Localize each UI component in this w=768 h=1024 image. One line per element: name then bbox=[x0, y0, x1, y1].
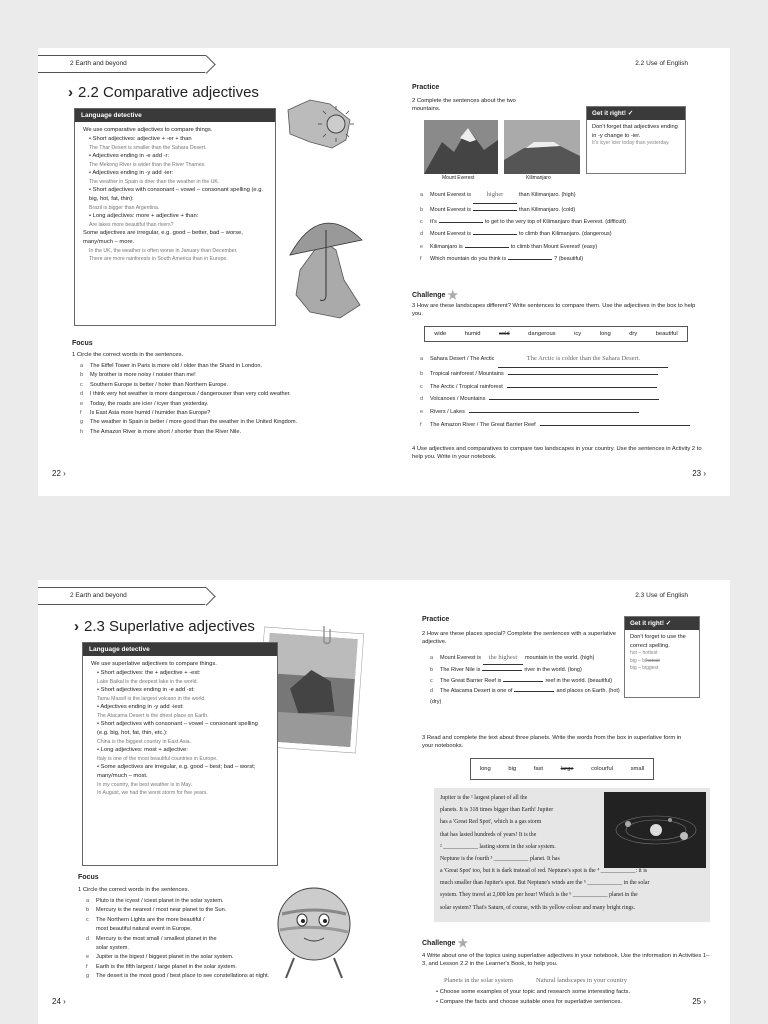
word-option: cold bbox=[499, 331, 510, 337]
q2-instruction: 2 Complete the sentences about the two mountains. bbox=[412, 98, 516, 113]
item-pre: Mount Everest is bbox=[430, 206, 471, 213]
item-letter: c bbox=[430, 677, 433, 684]
q2-item bbox=[430, 676, 626, 686]
word-option: large bbox=[560, 766, 574, 772]
item-text: Rivers / Lakes bbox=[430, 408, 465, 415]
rule-line: • Short adjectives with consonant – vowel – consonant spelling (e.g. big, hot, fat, thin, etc.): bbox=[97, 721, 258, 737]
item-letter: b bbox=[430, 667, 434, 674]
item-letter: d bbox=[80, 391, 84, 398]
answer-blank bbox=[473, 210, 517, 211]
get-it-right-box bbox=[624, 616, 700, 698]
focus-item bbox=[86, 963, 269, 972]
item-letter: d bbox=[420, 231, 424, 238]
rule-line: • Adjectives ending in -y add -iest: bbox=[97, 704, 184, 711]
item-post: river in the world. (long) bbox=[524, 667, 582, 674]
item-text: Is East Asia more humid / humider than Europe? bbox=[90, 409, 211, 416]
item-letter: a bbox=[420, 192, 424, 198]
item-text: Mercury is the most small / smallest planet in the bbox=[96, 935, 217, 942]
focus-item bbox=[86, 935, 269, 944]
rule-line: • Short adjectives: adjective + -er + than bbox=[89, 135, 192, 142]
caption-kilimanjaro: Kilimanjaro bbox=[526, 175, 551, 181]
item-letter: c bbox=[86, 916, 89, 923]
item-text: most beautiful natural event in Europe. bbox=[96, 926, 192, 933]
answer-line bbox=[540, 425, 690, 426]
q2-instruction: 2 How are these places special? Complete the sentences with a superlative adjective. bbox=[422, 631, 616, 646]
page-number: 22 › bbox=[52, 469, 66, 478]
focus-list bbox=[86, 897, 269, 982]
running-head: 2 Earth and beyond bbox=[38, 55, 206, 73]
answer-line bbox=[489, 399, 659, 400]
focus-item bbox=[80, 362, 297, 371]
topic-1: Planets in the solar system bbox=[444, 977, 513, 984]
focus-item bbox=[80, 400, 297, 409]
item-letter: f bbox=[420, 421, 422, 428]
planet-text-line: ² ____________ lasting storm in the solar system. bbox=[440, 843, 556, 850]
answer-blank bbox=[514, 691, 554, 692]
example-sentence: China is the biggest country in East Asia. bbox=[97, 739, 192, 746]
page-25 bbox=[390, 580, 730, 1024]
item-text: Mercury is the nearest / most near planet to the Sun. bbox=[96, 907, 227, 914]
q3-item bbox=[420, 381, 690, 394]
item-letter: d bbox=[86, 935, 90, 942]
planet-text-line: solar system? That's Saturn, of course, with its yellow colour and many bright rings. bbox=[440, 904, 636, 911]
answer-blank bbox=[473, 234, 517, 235]
page-number: 23 › bbox=[692, 469, 706, 478]
item-text: My brother is more noisy / noisier than me! bbox=[90, 372, 196, 379]
item-letter: e bbox=[420, 408, 424, 415]
focus-item bbox=[80, 390, 297, 399]
answer-line bbox=[507, 387, 657, 388]
q2-item bbox=[420, 204, 626, 216]
language-detective-body bbox=[75, 122, 275, 267]
running-head: 2.2 Use of English bbox=[635, 60, 688, 67]
q2-item bbox=[420, 241, 626, 253]
word-box bbox=[424, 326, 688, 342]
word-option: long bbox=[479, 766, 491, 772]
item-pre: Mount Everest is bbox=[430, 231, 471, 238]
planet-text-line: Neptune is the fourth ³ ____________ planet. It has bbox=[440, 855, 560, 862]
focus-heading: Focus bbox=[78, 874, 99, 881]
item-pre: The Atacama Desert is one of bbox=[440, 688, 513, 695]
rule-line: • Long adjectives: most + adjective: bbox=[97, 747, 188, 754]
language-detective-title: Language detective bbox=[83, 643, 277, 656]
word-option: wide bbox=[434, 331, 447, 337]
language-detective-box bbox=[82, 642, 278, 866]
q2-item bbox=[430, 686, 626, 707]
item-pre: Kilimanjaro is bbox=[430, 243, 463, 250]
bullet-1: • Choose some examples of your topic and research some interesting facts. bbox=[436, 989, 631, 995]
q2-item bbox=[420, 216, 626, 228]
item-letter: f bbox=[420, 256, 422, 263]
check-icon: ✓ bbox=[627, 110, 633, 117]
item-letter: g bbox=[86, 973, 90, 980]
item-letter: d bbox=[430, 688, 434, 695]
answer-blank bbox=[465, 247, 509, 248]
example-sentence: Tamu Massif is the largest volcano in the world. bbox=[97, 696, 206, 703]
item-text: The Amazon River / The Great Barrier Reef bbox=[430, 421, 536, 428]
language-detective-box bbox=[74, 108, 276, 326]
rule-line: • Adjectives ending in -e add -r: bbox=[89, 153, 170, 160]
spelling-crossed: big – bihotest bbox=[630, 657, 660, 664]
rule-line: • Long adjectives: more + adjective + than: bbox=[89, 213, 199, 220]
answer-blank bbox=[439, 222, 483, 223]
item-letter: a bbox=[80, 363, 84, 369]
page-number: 24 › bbox=[52, 997, 66, 1006]
item-post: than Kilimanjaro. (high) bbox=[518, 192, 576, 198]
item-post: mountain in the world. (high) bbox=[524, 655, 595, 661]
item-text: The weather in Spain is better / more good than the weather in the United Kingdom. bbox=[90, 419, 298, 426]
practice-heading: Practice bbox=[412, 84, 440, 91]
rule-line: • Short adjectives with consonant – vowel – consonant spelling (e.g. big, hot, fat, thin): bbox=[89, 187, 264, 203]
q2-list bbox=[420, 188, 626, 266]
planet-text-line: has a 'Great Red Spot', which is a gas storm bbox=[440, 819, 542, 826]
q2-item bbox=[430, 665, 626, 675]
planet-text-line: system. They travel at 2,000 km per hour! Which is the ⁶ ____________ planet in the bbox=[440, 892, 638, 899]
focus-item bbox=[86, 906, 269, 915]
item-letter: e bbox=[420, 243, 424, 250]
word-option: dry bbox=[629, 331, 638, 337]
planet-text-line: a 'Great Spot' too, but it is dark instead of red. Neptune's spot is the ⁴ ____________: it is bbox=[440, 868, 648, 875]
uk-map-sun-umbrella-illustration bbox=[270, 90, 382, 322]
word-option: beautiful bbox=[655, 331, 678, 337]
item-text: Pluto is the icyest / iciest planet in the solar system. bbox=[96, 898, 224, 904]
item-pre: Mount Everest is bbox=[430, 192, 471, 198]
rule-line: • Adjectives ending in -y add -ier: bbox=[89, 170, 174, 177]
item-text: Jupiter is the bigest / biggest planet in the solar system. bbox=[96, 954, 234, 961]
item-text: The Eiffel Tower in Paris is more old / older than the Shard in London. bbox=[90, 363, 263, 369]
item-post: ? (beautiful) bbox=[554, 256, 584, 263]
answer-line bbox=[508, 374, 658, 375]
page-24 bbox=[38, 580, 390, 1024]
q2-item bbox=[420, 253, 626, 265]
item-letter: a bbox=[420, 356, 424, 362]
q3-instruction: 3 How are these landscapes different? Write sentences to compare them. Use the adjectives in the box to help you. bbox=[412, 303, 696, 318]
item-letter: a bbox=[86, 898, 90, 904]
get-it-right-example: It's icyer icier today than yesterday. bbox=[592, 140, 670, 147]
item-text: The Arctic / Tropical rainforest bbox=[430, 383, 503, 390]
get-it-right-title: Get it right! ✓ bbox=[587, 107, 685, 120]
item-text: I think very hot weather is more dangerous / dangerouser than very cold weather. bbox=[90, 391, 291, 398]
paperclip-icon bbox=[318, 624, 336, 646]
example-sentence: The weather in Spain is drier than the weather in the UK. bbox=[89, 179, 220, 186]
item-letter: c bbox=[80, 381, 83, 388]
practice-heading: Practice bbox=[422, 616, 450, 623]
word-option: icy bbox=[574, 331, 582, 337]
focus-item bbox=[80, 428, 297, 437]
item-letter: c bbox=[420, 219, 423, 225]
q4-instruction: 4 Use adjectives and comparatives to compare two landscapes in your country. Use the sentences in Activity 2 to help you. Write in your notebook. bbox=[412, 446, 702, 461]
focus-item bbox=[80, 381, 297, 390]
example-sentence: The Thar Desert is smaller than the Sahara Desert. bbox=[89, 144, 207, 151]
example-sentence: Italy is one of the most beautiful countries in Europe. bbox=[97, 756, 218, 763]
star-icon: ★ bbox=[447, 288, 459, 302]
example-sentence: Brazil is bigger than Argentina. bbox=[89, 205, 160, 212]
focus-item bbox=[86, 916, 269, 925]
item-pre: Which mountain do you think is bbox=[430, 256, 507, 263]
q3-list bbox=[420, 352, 690, 431]
planet-text-line: planets. It is 318 times bigger than Earth! Jupiter bbox=[440, 807, 554, 814]
example-sentence: In my country, the best weather is in May. bbox=[97, 782, 192, 789]
word-option: colourful bbox=[591, 766, 614, 772]
item-text: Today, the roads are icier / icyer than yesterday. bbox=[90, 400, 209, 407]
kilimanjaro-photo bbox=[504, 120, 580, 174]
item-pre: The Great Barrier Reef is bbox=[440, 677, 502, 684]
item-text: Sahara Desert / The Arctic bbox=[430, 356, 495, 362]
item-post: to climb than Mount Everest! (easy) bbox=[510, 243, 598, 250]
mount-everest-photo bbox=[424, 120, 498, 174]
item-post: and places on Earth. (hot) (dry) bbox=[430, 688, 620, 705]
focus-item bbox=[86, 972, 269, 981]
item-post: than Kilimanjaro. (cold) bbox=[518, 206, 576, 213]
example-sentence: In August, we had the worst storm for five years. bbox=[97, 790, 208, 797]
item-letter: e bbox=[86, 954, 90, 961]
planet-text bbox=[440, 792, 649, 914]
item-post: reef in the world. (beautiful) bbox=[545, 677, 613, 684]
rule-line: We use superlative adjectives to compare things. bbox=[91, 661, 217, 667]
q3-item bbox=[420, 368, 690, 381]
q2-item bbox=[430, 652, 626, 665]
bullet-2: • Compare the facts and choose suitable ones for superlative sentences. bbox=[436, 999, 623, 1005]
q2-item bbox=[420, 188, 626, 204]
rule-line: • Short adjectives ending in -e add -st: bbox=[97, 687, 195, 694]
item-letter: f bbox=[80, 409, 82, 416]
example-sentence: Lake Baikal is the deepest lake in the world. bbox=[97, 678, 198, 685]
rule-line: • Some adjectives are irregular, e.g. good – best; bad – worst; many/much – most. bbox=[97, 764, 256, 780]
rule-line: Some adjectives are irregular, e.g. good – better, bad – worse, many/much – more. bbox=[83, 230, 243, 246]
focus-instruction: 1 Circle the correct words in the sentences. bbox=[72, 352, 184, 358]
word-option: humid bbox=[464, 331, 481, 337]
answer-blank bbox=[482, 670, 522, 671]
item-letter: c bbox=[420, 383, 423, 390]
item-text: Southern Europe is better / hoter than Northern Europe. bbox=[90, 381, 229, 388]
answer-line bbox=[469, 412, 639, 413]
challenge-heading: Challenge ★ bbox=[422, 936, 469, 950]
item-text: Earth is the fifth largest / large planet in the solar system. bbox=[96, 963, 237, 970]
item-text: solar system. bbox=[96, 944, 129, 951]
item-letter: b bbox=[86, 907, 90, 914]
page-number: 25 › bbox=[692, 997, 706, 1006]
q3-item bbox=[420, 352, 690, 368]
language-detective-title: Language detective bbox=[75, 109, 275, 122]
get-it-right-title: Get it right! ✓ bbox=[625, 617, 699, 630]
focus-item bbox=[86, 953, 269, 962]
item-pre: Mount Everest is bbox=[440, 655, 481, 661]
get-it-right-text: Don't forget to use the correct spelling. bbox=[630, 634, 686, 649]
q2-item bbox=[420, 228, 626, 240]
page-22 bbox=[38, 48, 390, 496]
spelling-example-2: big – biggest bbox=[630, 665, 659, 672]
running-head: 2.3 Use of English bbox=[635, 592, 688, 599]
page-23 bbox=[390, 48, 730, 496]
example-sentence: In the UK, the weather is often worse in January than December. bbox=[89, 248, 238, 255]
word-option: fast bbox=[533, 766, 544, 772]
focus-instruction: 1 Circle the correct words in the sentences. bbox=[78, 887, 190, 893]
planet-text-line: Jupiter is the ¹ largest planet of all the bbox=[440, 795, 528, 801]
q3-item bbox=[420, 406, 690, 419]
running-head: 2 Earth and beyond bbox=[38, 587, 206, 605]
caption-everest: Mount Everest bbox=[442, 175, 475, 181]
word-option: dangerous bbox=[528, 331, 556, 337]
focus-item bbox=[80, 371, 297, 380]
focus-list bbox=[80, 362, 297, 437]
lesson-title: › 2.2 Comparative adjectives bbox=[68, 84, 259, 101]
q3-item bbox=[420, 393, 690, 406]
answer-blank: the highest bbox=[483, 652, 523, 665]
answer-line: The Arctic is colder than the Sahara Desert. bbox=[498, 352, 668, 368]
item-text: Tropical rainforest / Mountains bbox=[430, 370, 504, 377]
q4-instruction: 4 Write about one of the topics using superlative adjectives in your notebook. Use the information in Activities 1–3, and Lesson 2.2 in the Learner's Book, to help you. bbox=[422, 953, 710, 968]
focus-item bbox=[80, 418, 297, 427]
planet-text-line: much smaller than Jupiter's spot. But Neptune's winds are the ⁵ ____________ in the solar bbox=[440, 880, 650, 887]
item-post: to get to the very top of Kilimanjaro than Everest. (difficult) bbox=[484, 219, 626, 225]
example-sentence: There are more rainforests in South America than in Europe. bbox=[89, 256, 228, 263]
example-sentence: The Mekong River is wider than the River Thames. bbox=[89, 162, 206, 169]
language-detective-body bbox=[83, 656, 277, 801]
item-text: Volcanoes / Mountains bbox=[430, 396, 486, 403]
get-it-right-text: Don't forget that adjectives ending in -y change to -ier. bbox=[592, 124, 678, 139]
focus-item bbox=[86, 944, 269, 953]
focus-item bbox=[80, 409, 297, 418]
word-option: long bbox=[599, 331, 611, 337]
star-icon: ★ bbox=[457, 936, 469, 950]
q2-list bbox=[430, 652, 626, 707]
challenge-heading: Challenge ★ bbox=[412, 288, 459, 302]
item-letter: d bbox=[420, 396, 424, 403]
answer-blank bbox=[503, 681, 543, 682]
example-sentence: Are lakes more beautiful than rivers? bbox=[89, 222, 174, 229]
word-box bbox=[470, 758, 654, 780]
q3-instruction: 3 Read and complete the text about three planets. Write the words from the box in superlative form in your notebooks. bbox=[422, 735, 682, 750]
word-option: small bbox=[630, 766, 645, 772]
item-pre: It's bbox=[430, 219, 437, 225]
item-post: to climb than Kilimanjaro. (dangerous) bbox=[518, 231, 612, 238]
item-letter: b bbox=[420, 370, 424, 377]
item-pre: The River Nile is bbox=[440, 667, 481, 674]
planet-character-illustration bbox=[274, 880, 354, 984]
planet-text-line: that has lasted hundreds of years! It is the bbox=[440, 831, 537, 838]
rule-line: • Short adjectives: the + adjective + -est: bbox=[97, 669, 201, 676]
answer-blank: higher bbox=[473, 188, 517, 204]
item-letter: g bbox=[80, 419, 84, 426]
topic-2: Natural landscapes in your country bbox=[536, 977, 627, 984]
item-letter: e bbox=[80, 400, 84, 407]
q3-item bbox=[420, 419, 690, 432]
lesson-title: › 2.3 Superlative adjectives bbox=[74, 618, 255, 635]
item-letter: a bbox=[430, 655, 434, 661]
spelling-example-1: hot – hottest bbox=[630, 650, 658, 657]
rule-line: We use comparative adjectives to compare things. bbox=[83, 127, 213, 133]
word-option: big bbox=[508, 766, 517, 772]
get-it-right-box bbox=[586, 106, 686, 174]
item-letter: b bbox=[420, 206, 424, 213]
check-icon: ✓ bbox=[665, 620, 671, 627]
item-text: The Amazon River is more short / shorter than the River Nile. bbox=[90, 428, 242, 435]
answer-blank bbox=[508, 259, 552, 260]
item-text: The Northern Lights are the more beautiful / bbox=[96, 916, 205, 923]
item-letter: h bbox=[80, 428, 84, 435]
item-letter: b bbox=[80, 372, 84, 379]
item-letter: f bbox=[86, 963, 88, 970]
focus-item bbox=[86, 897, 269, 906]
focus-item bbox=[86, 925, 269, 934]
item-text: The desert is the most good / best place to see constellations at night. bbox=[96, 973, 270, 980]
focus-heading: Focus bbox=[72, 340, 93, 347]
example-sentence: The Atacama Desert is the driest place on Earth. bbox=[97, 713, 209, 720]
